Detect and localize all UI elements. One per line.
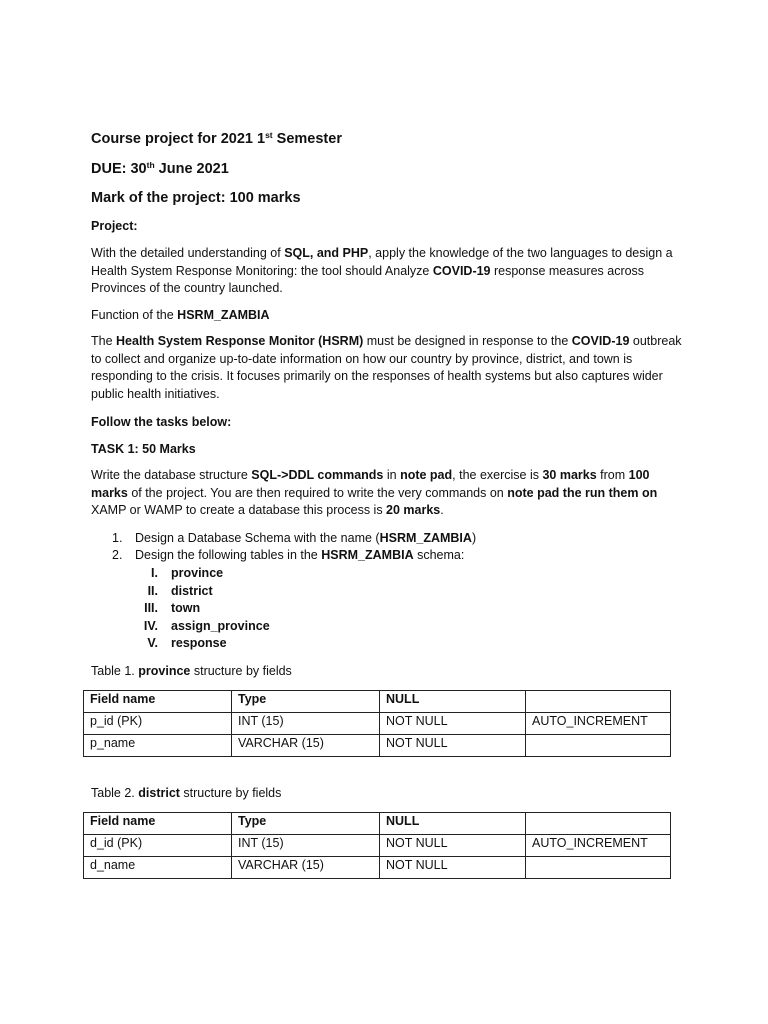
table-cell bbox=[526, 857, 671, 879]
table-cell: NOT NULL bbox=[380, 857, 526, 879]
table-header-cell bbox=[526, 813, 671, 835]
table-cell: INT (15) bbox=[232, 835, 380, 857]
province-table bbox=[83, 690, 671, 757]
table-header-row bbox=[84, 691, 671, 713]
document-page: Course project for 2021 1st Semester DUE: 30th June 2021 Mark of the project: 100 marks Project: With the detailed understanding of SQL, and PHP, apply the knowledge of the two languages to design a Health System Response Monitoring: the tool should Analyze COVID-19 response measures across Provinces of the country launched. Function of the HSRM_ZAMBIA The Health System Response Monitor (HSRM) must be designed in response to the COVID-19 outbreak to collect and organize up-to-date information on how our country by province, district, and town is responding to the crisis. It focuses primarily on the responses of health systems but also captures wider public health initiatives. Follow the tasks below: TASK 1: 50 Marks Write the database structure SQL->DDL commands in note pad, the exercise is 30 marks from 100 marks of the project. You are then required to write the very commands on note pad the run them on XAMP or WAMP to create a database this process is 20 marks. 1. Design a Database Schema with the name (HSRM_ZAMBIA) 2. Design the following tables in the HSRM_ZAMBIA schema: I. province II. district III. town IV. assign_province V. response Table 1. province structure by fields Field name Type NULL p_id (PK) INT (15) NOT NULL AUTO_INCREMENT p_name VARCHAR (15) NOT NULL Table 2. district structure by fields Field name Type NULL d_id (PK) INT (15) NOT NULL AUTO_INCREMENT d_name VARCHAR (15) NOT NULL bbox=[0, 0, 768, 1024]
table-header-row bbox=[84, 813, 671, 835]
list-item: 2. Design the following tables in the HSRM_ZAMBIA schema: bbox=[112, 548, 465, 562]
table-row bbox=[84, 735, 671, 757]
table-row bbox=[84, 857, 671, 879]
table-row bbox=[84, 835, 671, 857]
table-cell: AUTO_INCREMENT bbox=[526, 835, 671, 857]
mark-heading: Mark of the project: 100 marks bbox=[91, 190, 301, 206]
table-row bbox=[84, 713, 671, 735]
table-cell: p_id (PK) bbox=[84, 713, 232, 735]
due-heading: DUE: 30th June 2021 bbox=[91, 160, 229, 177]
task1-heading: TASK 1: 50 Marks bbox=[91, 442, 196, 456]
table-header-cell: Type bbox=[232, 691, 380, 713]
table-header-cell bbox=[526, 691, 671, 713]
table-cell: NOT NULL bbox=[380, 735, 526, 757]
table-cell: VARCHAR (15) bbox=[232, 735, 380, 757]
task1-paragraph: Write the database structure SQL->DDL commands in note pad, the exercise is 30 marks from 100 marks of the project. You are then required to write the very commands on note pad the run them on XAMP or WAMP to create a database this process is 20 marks. bbox=[91, 468, 658, 517]
intro-paragraph: With the detailed understanding of SQL, and PHP, apply the knowledge of the two languages to design a Health System Response Monitoring: the tool should Analyze COVID-19 response measures across Provinces of the country launched. bbox=[91, 246, 673, 295]
table-header-cell: Field name bbox=[84, 691, 232, 713]
table-header-cell: NULL bbox=[380, 691, 526, 713]
description-paragraph: The Health System Response Monitor (HSRM) must be designed in response to the COVID-19 outbreak to collect and organize up-to-date information on how our country by province, district, and town is responding to the crisis. It focuses primarily on the responses of health systems but also captures wider public health initiatives. bbox=[91, 334, 682, 401]
table-cell: p_name bbox=[84, 735, 232, 757]
table-cell: VARCHAR (15) bbox=[232, 857, 380, 879]
table-cell: NOT NULL bbox=[380, 835, 526, 857]
follow-tasks-heading: Follow the tasks below: bbox=[91, 415, 232, 429]
table-cell bbox=[526, 735, 671, 757]
table-cell: INT (15) bbox=[232, 713, 380, 735]
table2-caption: Table 2. district structure by fields bbox=[91, 786, 282, 800]
table-header-cell: Type bbox=[232, 813, 380, 835]
project-label: Project: bbox=[91, 219, 138, 233]
list-item: 1. Design a Database Schema with the name (HSRM_ZAMBIA) bbox=[112, 531, 477, 545]
table-header-cell: Field name bbox=[84, 813, 232, 835]
district-table bbox=[83, 812, 671, 879]
table-header-cell: NULL bbox=[380, 813, 526, 835]
course-heading: Course project for 2021 1st Semester bbox=[91, 130, 342, 147]
table-cell: d_id (PK) bbox=[84, 835, 232, 857]
table-cell: d_name bbox=[84, 857, 232, 879]
table-cell: NOT NULL bbox=[380, 713, 526, 735]
table-cell: AUTO_INCREMENT bbox=[526, 713, 671, 735]
function-line: Function of the HSRM_ZAMBIA bbox=[91, 308, 270, 322]
table1-caption: Table 1. province structure by fields bbox=[91, 664, 292, 678]
